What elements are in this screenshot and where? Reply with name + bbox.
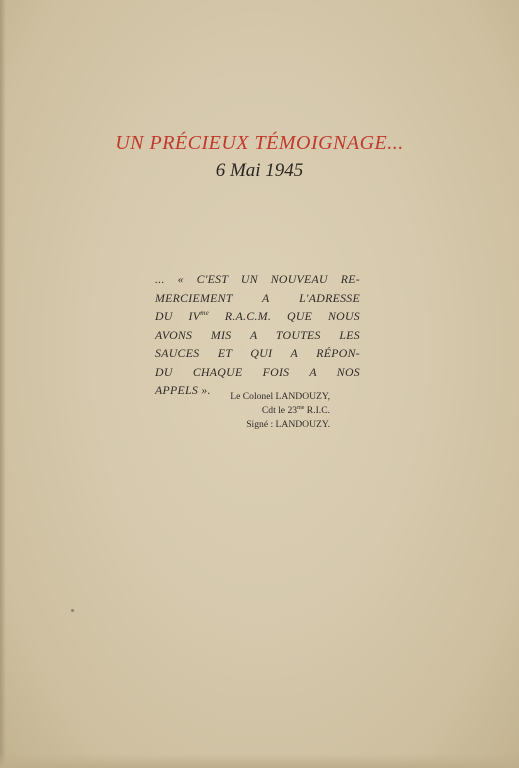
testimony-quote [155, 270, 360, 400]
signature-rank [150, 404, 330, 418]
page-date: 6 Mai 1945 [215, 160, 304, 181]
paper-speck [71, 609, 74, 612]
page-edge-shadow [0, 0, 6, 768]
signature-text: Cdt le 23 [261, 405, 298, 416]
quote-line [155, 307, 360, 326]
quote-line: MERCIEMENT A L'ADRESSE [155, 290, 360, 305]
ordinal-superscript: me [297, 404, 305, 411]
quote-line: DU CHAQUE FOIS A NOS [155, 364, 360, 379]
page-bottom-shadow [0, 754, 519, 768]
ordinal-superscript: me [200, 309, 209, 318]
quote-line: AVONS MIS A TOUTES LES [155, 327, 360, 342]
signature-signed: Signé : LANDOUZY. [246, 419, 330, 430]
signature-block [150, 390, 330, 432]
signature-name: Le Colonel LANDOUZY, [230, 391, 330, 402]
quote-line-text: R.A.C.M. QUE NOUS [209, 309, 361, 323]
quote-line: ... « C'EST UN NOUVEAU RE- [155, 272, 360, 286]
signature-text: R.I.C. [304, 405, 330, 416]
quote-line: APPELS ». [155, 383, 211, 397]
page-title: UN PRÉCIEUX TÉMOIGNAGE... [115, 132, 404, 154]
quote-line-text: DU IV [155, 309, 201, 323]
quote-line: SAUCES ET QUI A RÉPON- [155, 346, 360, 360]
